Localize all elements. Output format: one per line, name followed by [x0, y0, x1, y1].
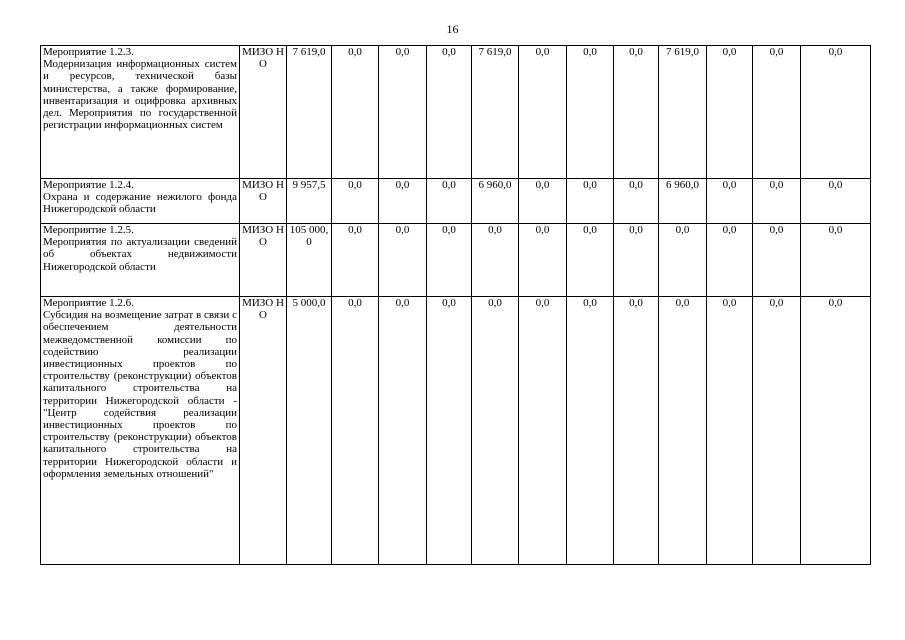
value-cell: 0,0 [519, 46, 567, 179]
value-cell: 0,0 [379, 179, 427, 224]
value-cell: 0,0 [379, 297, 427, 565]
value-cell: 0,0 [519, 297, 567, 565]
value-cell: 0,0 [567, 179, 614, 224]
value-cell: 0,0 [332, 179, 379, 224]
row-description: Мероприятия по актуализации сведений об объектах недвижимости Нижегородской области [43, 236, 237, 273]
table-row [41, 297, 871, 565]
value-cell: 6 960,0 [472, 179, 519, 224]
value-cell: 0,0 [801, 179, 871, 224]
value-cell: 0,0 [753, 46, 801, 179]
table-row [41, 224, 871, 297]
row-title: Мероприятие 1.2.5. [43, 224, 134, 236]
value-cell: 0,0 [659, 297, 707, 565]
row-org-cell: МИЗО НО [240, 224, 287, 297]
value-cell: 0,0 [801, 46, 871, 179]
row-description: Субсидия на возмещение затрат в связи с обеспечением деятельности межведомственной комиссии по содействию реализации инвестиционных проектов по строительству (реконструкции) объектов капитального строительства на территории Нижегородской области - "Центр содействия реализации инвестиционных проектов по строительству (реконструкции) объектов капитального строительства на территории Нижегородской области и оформления земельных отношений" [43, 309, 237, 480]
value-cell: 0,0 [707, 46, 753, 179]
value-cell: 0,0 [614, 224, 659, 297]
value-cell: 0,0 [614, 46, 659, 179]
value-cell: 0,0 [801, 224, 871, 297]
value-cell: 0,0 [707, 297, 753, 565]
value-cell: 0,0 [567, 224, 614, 297]
value-cell: 0,0 [567, 46, 614, 179]
value-cell: 0,0 [659, 224, 707, 297]
row-org-cell: МИЗО НО [240, 297, 287, 565]
value-cell: 0,0 [472, 297, 519, 565]
value-cell: 0,0 [332, 224, 379, 297]
value-cell: 9 957,5 [287, 179, 332, 224]
value-cell: 0,0 [614, 297, 659, 565]
value-cell: 6 960,0 [659, 179, 707, 224]
value-cell: 0,0 [707, 179, 753, 224]
value-cell: 0,0 [753, 297, 801, 565]
value-cell: 0,0 [379, 224, 427, 297]
row-org-cell: МИЗО НО [240, 46, 287, 179]
row-title: Мероприятие 1.2.4. [43, 179, 134, 191]
value-cell: 0,0 [614, 179, 659, 224]
row-description: Модернизация информационных систем и ресурсов, технической базы министерства, а также формирование, инвентаризация и оцифровка архивных дел. Мероприятия по государственной регистрации информационных систем [43, 58, 237, 132]
row-title: Мероприятие 1.2.6. [43, 297, 134, 309]
row-title: Мероприятие 1.2.3. [43, 46, 134, 58]
value-cell: 0,0 [427, 46, 472, 179]
value-cell: 0,0 [519, 179, 567, 224]
budget-table [40, 45, 871, 565]
value-cell: 0,0 [519, 224, 567, 297]
page-number: 16 [446, 22, 459, 36]
value-cell: 7 619,0 [472, 46, 519, 179]
value-cell: 0,0 [801, 297, 871, 565]
value-cell: 0,0 [753, 224, 801, 297]
value-cell: 0,0 [332, 46, 379, 179]
table-row [41, 179, 871, 224]
value-cell: 0,0 [427, 179, 472, 224]
table-row [41, 46, 871, 179]
value-cell: 0,0 [707, 224, 753, 297]
value-cell: 0,0 [753, 179, 801, 224]
row-name-cell [41, 46, 240, 179]
value-cell: 7 619,0 [287, 46, 332, 179]
row-name-cell [41, 179, 240, 224]
value-cell: 0,0 [427, 297, 472, 565]
value-cell: 5 000,0 [287, 297, 332, 565]
value-cell: 0,0 [379, 46, 427, 179]
row-name-cell [41, 297, 240, 565]
value-cell: 0,0 [332, 297, 379, 565]
value-cell: 0,0 [427, 224, 472, 297]
row-description: Охрана и содержание нежилого фонда Нижегородской области [43, 191, 237, 216]
value-cell: 0,0 [472, 224, 519, 297]
value-cell: 7 619,0 [659, 46, 707, 179]
value-cell: 105 000,0 [287, 224, 332, 297]
value-cell: 0,0 [567, 297, 614, 565]
row-name-cell [41, 224, 240, 297]
row-org-cell: МИЗО НО [240, 179, 287, 224]
